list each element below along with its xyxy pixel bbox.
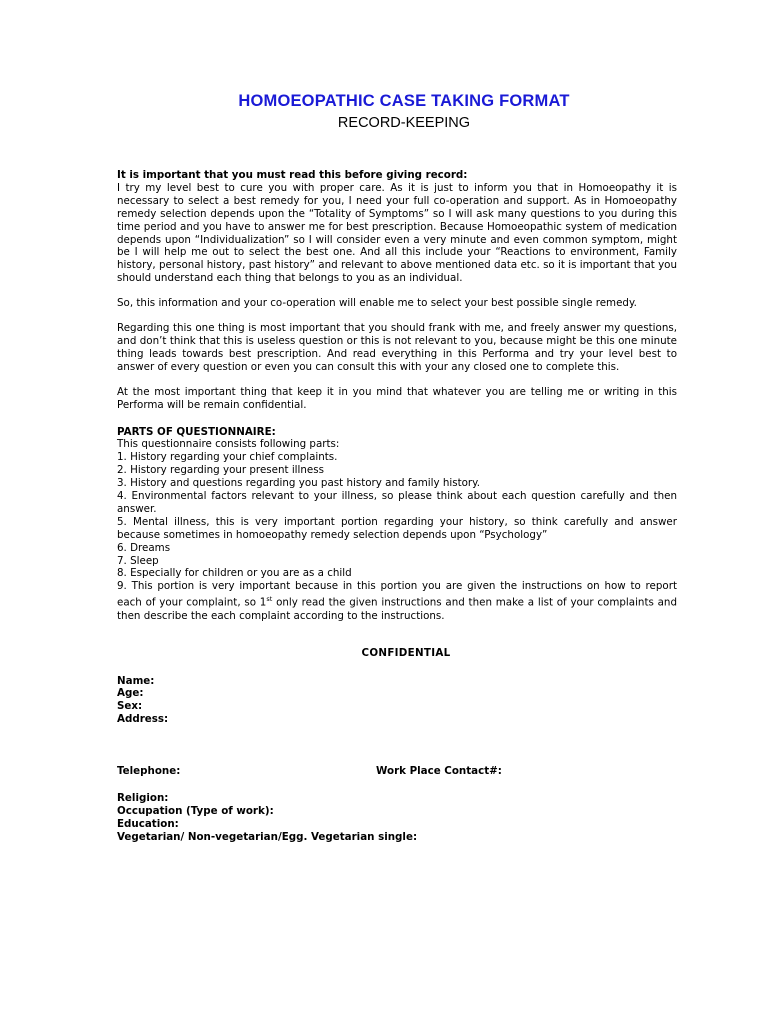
work-place-contact-field-label: Work Place Contact#: — [376, 765, 502, 778]
confidential-label: CONFIDENTIAL — [361, 646, 451, 659]
paragraph-cooperation: So, this information and your co-operation will enable me to select your best possible single remedy. — [117, 297, 637, 310]
part9-text-end: only read the given instructions and then make a list of your complaints and then describe the each complaint according to the instructions. — [117, 596, 677, 622]
address-field-label: Address: — [117, 713, 169, 726]
religion-field-label: Religion: — [117, 792, 169, 805]
parts-list-item: 6. Dreams — [117, 541, 171, 554]
parts-heading: PARTS OF QUESTIONNAIRE: — [117, 425, 276, 438]
education-field-label: Education: — [117, 817, 179, 830]
parts-intro: This questionnaire consists following parts: — [117, 438, 340, 451]
diet-field-label: Vegetarian/ Non-vegetarian/Egg. Vegetarian single: — [117, 830, 418, 843]
parts-list-item: 1. History regarding your chief complaints. — [117, 451, 338, 464]
sex-field-label: Sex: — [117, 700, 143, 713]
document-title: HOMOEOPATHIC CASE TAKING FORMAT — [238, 92, 570, 110]
document-subtitle: RECORD-KEEPING — [337, 115, 471, 131]
occupation-field-label: Occupation (Type of work): — [117, 804, 274, 817]
parts-list-item-9 — [117, 580, 677, 622]
intro-heading: It is important that you must read this before giving record: — [117, 169, 468, 181]
paragraph-confidentiality: At the most important thing that keep it in you mind that whatever you are telling me or writing in this Performa will be remain confidential. — [117, 385, 677, 411]
age-field-label: Age: — [117, 687, 144, 700]
parts-list-item: 2. History regarding your present illness — [117, 464, 324, 477]
parts-list-item: 7. Sleep — [117, 554, 159, 567]
parts-list — [117, 451, 677, 622]
contact-row — [117, 765, 677, 778]
parts-list-item: 3. History and questions regarding you past history and family history. — [117, 477, 481, 490]
part9-text-start: 9. This portion is very important because in this portion you are given the instructions on how to report each of your complaint, so 1 — [117, 580, 677, 609]
telephone-field-label: Telephone: — [117, 765, 181, 778]
parts-list-item: 5. Mental illness, this is very important portion regarding your history, so think carefully and answer because sometimes in homoeopathy remedy selection depends upon “Psychology” — [117, 515, 677, 541]
name-field-label: Name: — [117, 674, 155, 687]
document-content — [117, 92, 677, 844]
parts-list-item: 4. Environmental factors relevant to your illness, so please think about each question carefully and then answer. — [117, 490, 677, 515]
part9-superscript: st — [266, 595, 273, 604]
paragraph-frankness: Regarding this one thing is most important that you should frank with me, and freely answer my questions, and don’t think that this is useless question or this is not relevant to you, because might be this one minute thing leads towards best prescription. And read everything in this Performa and try your level best to answer of every question or even you can consult this with your any closed one to complete this. — [117, 322, 677, 373]
parts-list-item: 8. Especially for children or you are as a child — [117, 567, 352, 580]
intro-paragraph: I try my level best to cure you with proper care. As it is just to inform you that in Homoeopathy it is necessary to select a best remedy for you, I need your full co-operation and support. As in Homoeopathy remedy selection depends upon the “Totality of Symptoms” so I will ask many questions to you during this time period and you have to answer me for best prescription. Because Homoeopathic system of medication depends upon “Individualization” so I will consider even a very minute and even common symptom, might be I will help me out to select the best one. And all this include your “Reactions to environment, Family history, personal history, past history” and relevant to above mentioned data etc. so it is important that you should understand each thing that belongs to you as an individual. — [117, 181, 677, 285]
